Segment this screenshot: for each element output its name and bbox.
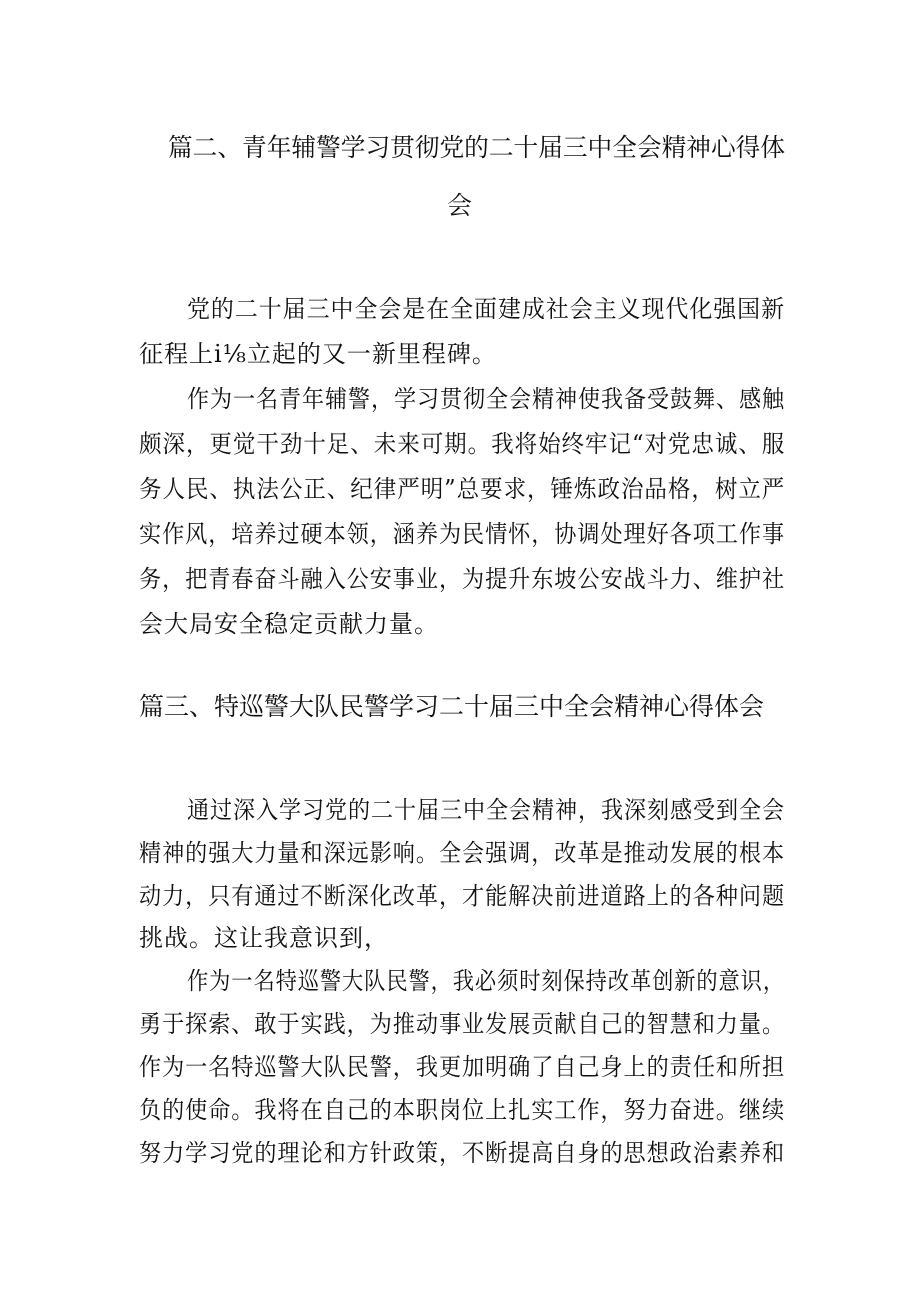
- section2-title-line2: 会: [447, 191, 473, 220]
- section3-p1-line1: 通过深入学习党的二十届三中全会精神，我深刻感受到全会: [187, 796, 785, 824]
- section3-p2-line3: 作为一名特巡警大队民警，我更加明确了自己身上的责任和所担: [139, 1053, 786, 1081]
- section2-p2-line5: 务，把青春奋斗融入公安事业，为提升东坡公安战斗力、维护社: [139, 565, 786, 593]
- section2-p2-line3: 务人民、执法公正、纪律严明”总要求，锤炼政治品格，树立严: [139, 475, 786, 503]
- section2-title-line1: 篇二、青年辅警学习贯彻党的二十届三中全会精神心得体: [168, 133, 786, 162]
- section3-title: 篇三、特巡警大队民警学习二十届三中全会精神心得体会: [139, 692, 765, 721]
- section3-p1-line2: 精神的强大力量和深远影响。全会强调，改革是推动发展的根本: [139, 839, 786, 867]
- section2-p2-line2: 颇深，更觉干劲十足、未来可期。我将始终牢记“对党忠诚、服: [139, 430, 786, 458]
- section3-p1-line4: 挑战。这让我意识到，: [139, 924, 389, 952]
- section3-p2-line5: 努力学习党的理论和方针政策，不断提高自身的思想政治素养和: [139, 1139, 786, 1167]
- section2-p2-line1: 作为一名青年辅警，学习贯彻全会精神使我备受鼓舞、感触: [187, 385, 785, 413]
- section2-p1-line2: 征程上i⅛立起的又一新里程碑。: [139, 340, 497, 368]
- section2-p1-line1: 党的二十届三中全会是在全面建成社会主义现代化强国新: [187, 295, 785, 323]
- section3-p2-line1: 作为一名特巡警大队民警，我必须时刻保持改革创新的意识，: [187, 967, 785, 995]
- section3-p1-line3: 动力，只有通过不断深化改革，才能解决前进道路上的各种问题: [139, 882, 786, 910]
- section3-p2-line4: 负的使命。我将在自己的本职岗位上扎实工作，努力奋进。继续: [139, 1096, 786, 1124]
- section3-p2-line2: 勇于探索、敢于实践，为推动事业发展贡献自己的智慧和力量。: [139, 1010, 786, 1038]
- section2-p2-line4: 实作风，培养过硬本领，涵养为民情怀，协调处理好各项工作事: [139, 520, 786, 548]
- section2-p2-line6: 会大局安全稳定贡献力量。: [139, 610, 439, 638]
